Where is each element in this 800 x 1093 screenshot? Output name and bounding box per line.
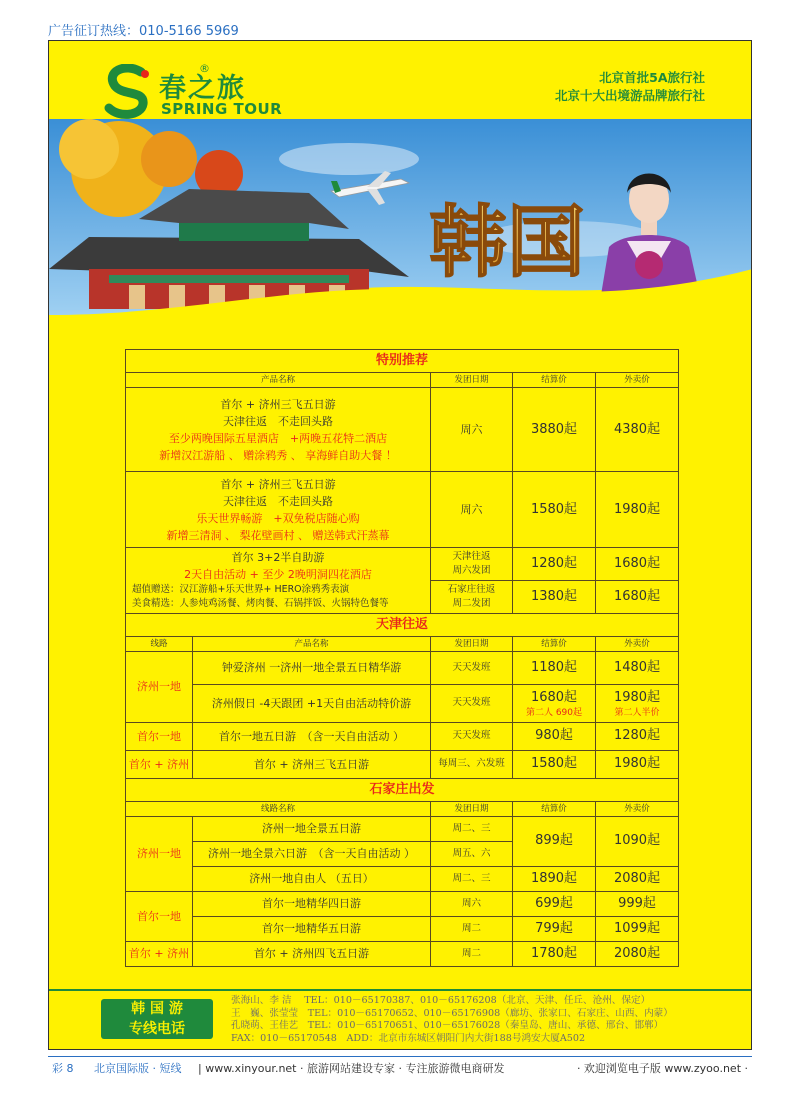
tagline-5a: 北京首批5A旅行社 — [599, 70, 705, 85]
departure-date: 天津往返 周六发团 — [431, 548, 513, 581]
product-description: 首尔 + 济州三飞五日游 天津往返 不走回头路 至少两晚国际五星酒店 +两晚五花特二酒店 新增汉江游船 、 赠涂鸦秀 、 享海鲜自助大餐 ！ — [126, 388, 431, 472]
col-net-price: 结算价 — [513, 636, 596, 651]
product-name: 济州一地全景五日游 — [193, 817, 431, 842]
net-price: 699起 — [513, 892, 596, 917]
table-row — [126, 942, 679, 967]
table-row — [126, 472, 679, 548]
ebook-link[interactable]: · 欢迎浏览电子版 www.zyoo.net · — [576, 1062, 748, 1075]
section-shijiazhuang — [126, 778, 679, 801]
retail-price: 1980起 — [596, 750, 679, 778]
table-row — [126, 892, 679, 917]
table-row — [126, 388, 679, 472]
price-table — [125, 349, 678, 967]
table-row — [126, 651, 679, 684]
logo-english-name: SPRING TOUR — [161, 100, 283, 118]
logo-chinese-name: 春之旅 — [159, 73, 246, 104]
col-departure-date: 发团日期 — [431, 636, 513, 651]
retail-price: 1280起 — [596, 722, 679, 750]
route-name: 济州一地 — [126, 817, 193, 892]
product-description: 首尔 3+2半自助游 2天自由活动 + 至少 2晚明洞四花酒店 超值赠送：汉江游船+乐天世界+ HERO涂鸦秀表演 美食精选：人参炖鸡汤餐、烤肉餐、石锅拌饭、火锅特色餐等 — [126, 548, 431, 614]
departure-date: 周二 — [431, 917, 513, 942]
table-row — [126, 548, 679, 581]
departure-date: 天天发班 — [431, 722, 513, 750]
retail-price: 1480起 — [596, 651, 679, 684]
section-title-tianjin: 天津往返 — [126, 613, 679, 636]
advertisement-frame — [48, 40, 752, 1050]
section-special — [126, 350, 679, 373]
route-name: 首尔一地 — [126, 892, 193, 942]
contact-section — [49, 989, 752, 1049]
product-name: 济州一地自由人 （五日） — [193, 867, 431, 892]
route-name: 首尔一地 — [126, 722, 193, 750]
table-row — [126, 917, 679, 942]
departure-date: 周六 — [431, 472, 513, 548]
retail-price: 4380起 — [596, 388, 679, 472]
col-retail-price: 外卖价 — [596, 373, 679, 388]
banner-title: 韩国 — [429, 197, 586, 288]
registered-mark: ® — [199, 62, 210, 75]
product-name: 济州假日 -4天跟团 +1天自由活动特价游 — [193, 684, 431, 722]
net-price: 1180起 — [513, 651, 596, 684]
col-product-name: 产品名称 — [193, 636, 431, 651]
retail-price: 1980起 — [596, 472, 679, 548]
table-row — [126, 817, 679, 842]
product-name: 首尔一地五日游 （含一天自由活动 ） — [193, 722, 431, 750]
net-price: 1280起 — [513, 548, 596, 581]
product-name: 首尔 + 济州四飞五日游 — [193, 942, 431, 967]
hotline-badge: 韩 国 游 专线电话 — [101, 999, 213, 1039]
section-title-shijiazhuang: 石家庄出发 — [126, 778, 679, 801]
website-link[interactable]: | www.xinyour.net · 旅游网站建设专家 · 专注旅游微电商研发 — [198, 1062, 505, 1075]
table-row — [126, 867, 679, 892]
net-price-cell: 1680起 第二人 690起 — [513, 684, 596, 722]
retail-price: 1099起 — [596, 917, 679, 942]
spring-tour-logo — [101, 64, 301, 122]
contact-line: 张海山、李 洁 TEL：010－65170387、010－65176208（北京、天津、任丘、沧州、保定） — [231, 995, 651, 1006]
col-departure-date: 发团日期 — [431, 373, 513, 388]
net-price: 799起 — [513, 917, 596, 942]
col-net-price: 结算价 — [513, 802, 596, 817]
departure-date: 周五、六 — [431, 842, 513, 867]
col-product-name: 产品名称 — [126, 373, 431, 388]
departure-date: 每周三、六发班 — [431, 750, 513, 778]
route-name: 首尔 + 济州 — [126, 750, 193, 778]
departure-date: 周六 — [431, 388, 513, 472]
product-name: 首尔一地精华四日游 — [193, 892, 431, 917]
net-price: 980起 — [513, 722, 596, 750]
page-number: 彩 8 — [52, 1062, 74, 1075]
contact-line: 王 巍、张莹莹 TEL：010－65170652、010－65176908（廊坊、张家口、石家庄、山西、内蒙） — [231, 1007, 673, 1019]
col-net-price: 结算价 — [513, 373, 596, 388]
page-footer — [48, 1056, 752, 1076]
section-title-special: 特别推荐 — [126, 350, 679, 373]
net-price: 1780起 — [513, 942, 596, 967]
departure-date: 周二、三 — [431, 817, 513, 842]
product-name: 首尔 + 济州三飞五日游 — [193, 750, 431, 778]
retail-price: 1680起 — [596, 548, 679, 581]
shijiazhuang-header-row — [126, 802, 679, 817]
col-departure-date: 发团日期 — [431, 802, 513, 817]
contact-line: 孔晓萌、王佳艺 TEL：010－65170651、010－65176028（秦皇岛、唐山、承德、邢台、邯郸） — [231, 1020, 664, 1031]
departure-date: 石家庄往返 周二发团 — [431, 580, 513, 613]
net-price: 1580起 — [513, 472, 596, 548]
table-row — [126, 684, 679, 722]
departure-date: 周六 — [431, 892, 513, 917]
col-retail-price: 外卖价 — [596, 802, 679, 817]
net-price: 1580起 — [513, 750, 596, 778]
net-price: 3880起 — [513, 388, 596, 472]
retail-price: 1680起 — [596, 580, 679, 613]
departure-date: 周二 — [431, 942, 513, 967]
special-header-row — [126, 373, 679, 388]
retail-price: 999起 — [596, 892, 679, 917]
tianjin-header-row — [126, 636, 679, 651]
departure-date: 天天发班 — [431, 684, 513, 722]
retail-price-cell: 1980起 第二人半价 — [596, 684, 679, 722]
contact-details — [231, 995, 673, 1045]
retail-price: 2080起 — [596, 942, 679, 967]
tagline-top10: 北京十大出境游品牌旅行社 — [554, 88, 705, 103]
table-row — [126, 750, 679, 778]
departure-date: 周二、三 — [431, 867, 513, 892]
col-retail-price: 外卖价 — [596, 636, 679, 651]
route-name: 济州一地 — [126, 651, 193, 722]
net-price: 899起 — [513, 817, 596, 867]
product-name: 首尔一地精华五日游 — [193, 917, 431, 942]
product-name: 济州一地全景六日游 （含一天自由活动 ） — [193, 842, 431, 867]
col-route-name: 线路名称 — [126, 802, 431, 817]
departure-date: 天天发班 — [431, 651, 513, 684]
edition-label: 北京国际版 · 短线 — [94, 1062, 182, 1075]
retail-price: 1090起 — [596, 817, 679, 867]
route-name: 首尔 + 济州 — [126, 942, 193, 967]
col-route: 线路 — [126, 636, 193, 651]
table-row — [126, 722, 679, 750]
net-price: 1890起 — [513, 867, 596, 892]
korea-banner — [49, 119, 752, 319]
product-description: 首尔 + 济州三飞五日游 天津往返 不走回头路 乐天世界畅游 +双免税店随心购 新增三清洞 、 梨花壁画村 、 赠送韩式汗蒸幕 — [126, 472, 431, 548]
contact-line: FAX：010－65170548 ADD：北京市东城区朝阳门内大街188号鸿安大厦A502 — [231, 1032, 586, 1044]
product-name: 钟爱济州 一济州一地全景五日精华游 — [193, 651, 431, 684]
section-tianjin — [126, 613, 679, 636]
logo-swirl-icon — [101, 64, 155, 120]
advertising-hotline: 广告征订热线：010-5166 5969 — [48, 24, 239, 39]
net-price: 1380起 — [513, 580, 596, 613]
retail-price: 2080起 — [596, 867, 679, 892]
